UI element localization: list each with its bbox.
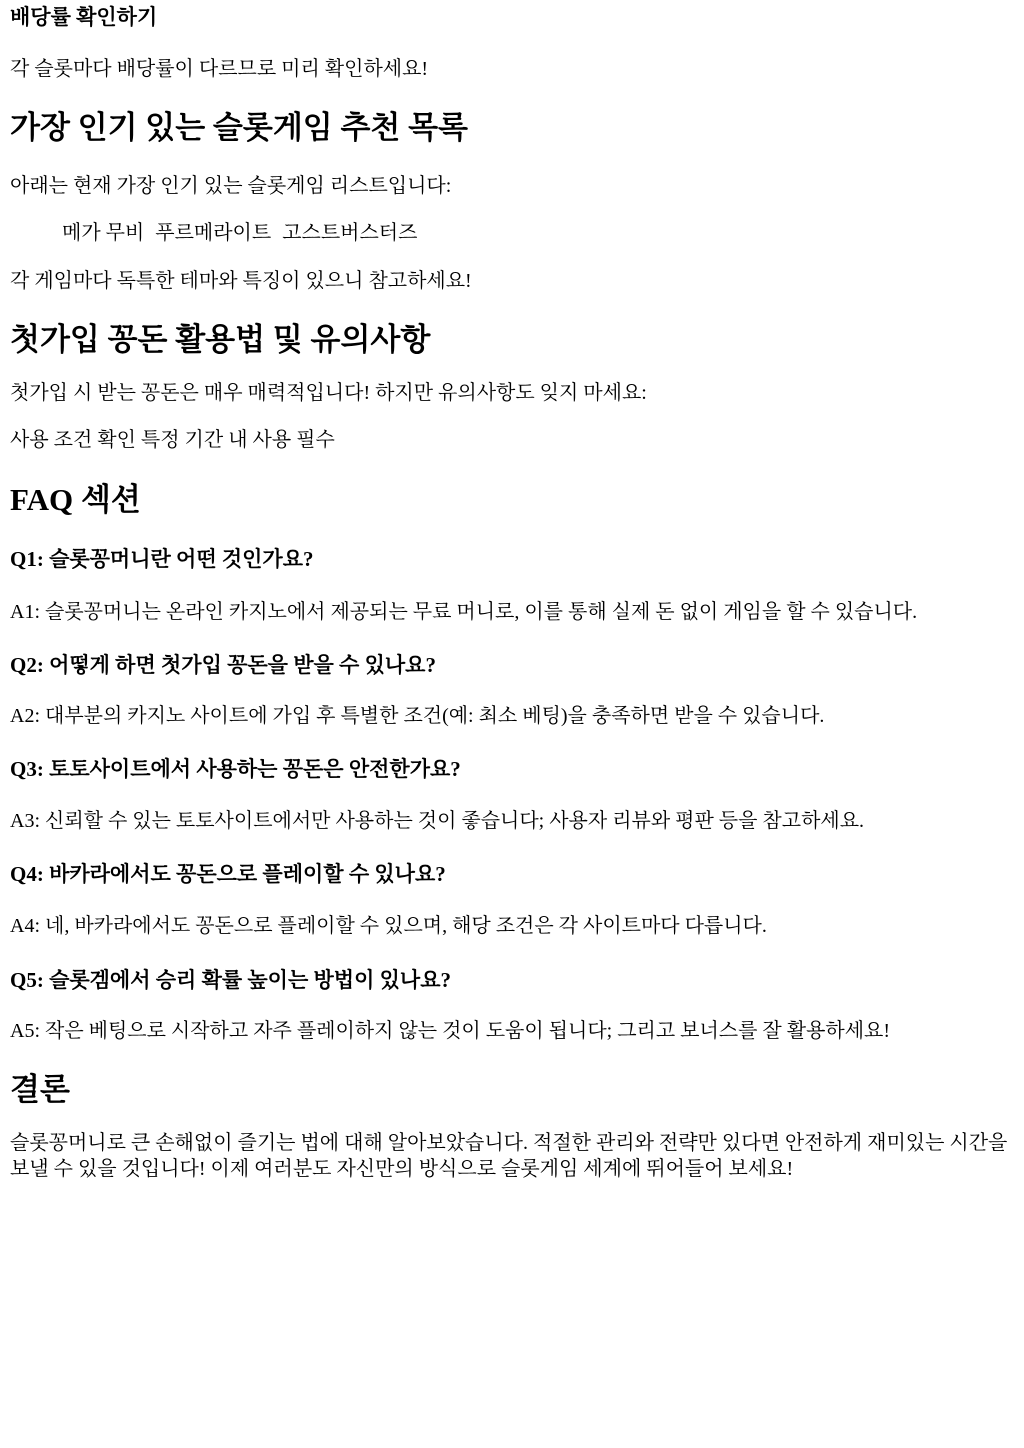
faq-question: Q2: 어떻게 하면 첫가입 꽁돈을 받을 수 있나요? — [10, 653, 436, 677]
bonus-intro: 첫가입 시 받는 꽁돈은 매우 매력적입니다! 하지만 유의사항도 잊지 마세요: — [10, 382, 647, 404]
bonus-heading: 첫가입 꽁돈 활용법 및 유의사항 — [10, 322, 431, 357]
payout-text: 각 슬롯마다 배당률이 다르므로 미리 확인하세요! — [10, 58, 429, 80]
faq-question: Q3: 토토사이트에서 사용하는 꽁돈은 안전한가요? — [10, 757, 461, 781]
faq-answer: A2: 대부분의 카지노 사이트에 가입 후 특별한 조건(예: 최소 베팅)을 충족하면 받을 수 있습니다. — [10, 705, 825, 727]
faq-question: Q4: 바카라에서도 꽁돈으로 플레이할 수 있나요? — [10, 862, 446, 886]
game-item: 고스트버스터즈 — [282, 222, 418, 244]
conclusion-heading: 결론 — [10, 1072, 70, 1107]
popular-heading: 가장 인기 있는 슬롯게임 추천 목록 — [10, 110, 468, 145]
games-list — [10, 220, 1014, 246]
conclusion-text: 슬롯꽁머니로 큰 손해없이 즐기는 법에 대해 알아보았습니다. 적절한 관리와 전략만 있다면 안전하게 재미있는 시간을 보낼 수 있을 것입니다! 이제 여러분도 자신만의 방식으로 슬롯게임 세계에 뛰어들어 보세요! — [10, 1132, 1008, 1180]
payout-heading: 배당률 확인하기 — [10, 5, 158, 29]
popular-outro: 각 게임마다 독특한 테마와 특징이 있으니 참고하세요! — [10, 270, 472, 292]
bonus-notes: 사용 조건 확인 특정 기간 내 사용 필수 — [10, 429, 335, 451]
faq-question: Q5: 슬롯겜에서 승리 확률 높이는 방법이 있나요? — [10, 968, 451, 992]
faq-answer: A3: 신뢰할 수 있는 토토사이트에서만 사용하는 것이 좋습니다; 사용자 리뷰와 평판 등을 참고하세요. — [10, 810, 865, 832]
faq-answer: A1: 슬롯꽁머니는 온라인 카지노에서 제공되는 무료 머니로, 이를 통해 실제 돈 없이 게임을 할 수 있습니다. — [10, 601, 918, 623]
faq-question: Q1: 슬롯꽁머니란 어떤 것인가요? — [10, 547, 314, 571]
popular-intro: 아래는 현재 가장 인기 있는 슬롯게임 리스트입니다: — [10, 175, 452, 197]
faq-answer: A4: 네, 바카라에서도 꽁돈으로 플레이할 수 있으며, 해당 조건은 각 사이트마다 다릅니다. — [10, 915, 767, 937]
article — [10, 0, 1014, 1182]
faq-answer: A5: 작은 베팅으로 시작하고 자주 플레이하지 않는 것이 도움이 됩니다; 그리고 보너스를 잘 활용하세요! — [10, 1020, 891, 1042]
game-item: 메가 무비 — [62, 222, 145, 244]
faq-heading: FAQ 섹션 — [10, 482, 141, 517]
game-item: 푸르메라이트 — [155, 222, 272, 244]
